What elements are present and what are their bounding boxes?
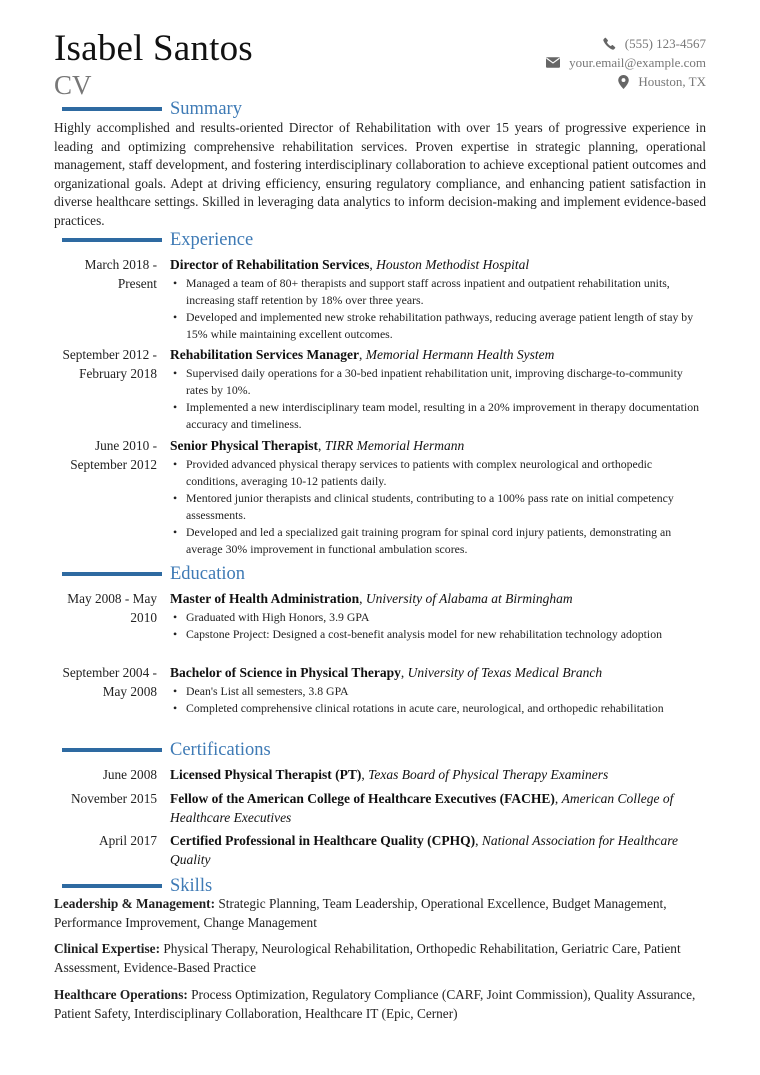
entry-heading: Rehabilitation Services Manager, Memorial Hermann Health System xyxy=(170,347,555,362)
location-text: Houston, TX xyxy=(638,73,706,89)
section-title-skills: Skills xyxy=(170,875,213,896)
bullet-item: • Capstone Project: Designed a cost-benefit analysis model for new rehabilitation technology adoption xyxy=(170,626,706,643)
contact-phone xyxy=(406,34,706,53)
skill-group xyxy=(54,895,706,932)
skill-text: Physical Therapy, Neurological Rehabilitation, Orthopedic Rehabilitation, Geriatric Care, Patient Assessment, Evidence-Based Practice xyxy=(54,941,681,975)
entry-date: March 2018 - Present xyxy=(84,257,157,291)
section-header-certifications xyxy=(62,739,271,761)
issuer: Texas Board of Physical Therapy Examiners xyxy=(368,767,609,782)
candidate-name: Isabel Santos xyxy=(54,28,253,69)
certification-title: Certified Professional in Healthcare Quality (CPHQ) xyxy=(170,833,476,848)
certification-title: Fellow of the American College of Healthcare Executives (FACHE) xyxy=(170,791,555,806)
envelope-icon xyxy=(546,57,560,68)
employer: TIRR Memorial Hermann xyxy=(324,438,465,453)
entry-heading: Licensed Physical Therapist (PT), Texas Board of Physical Therapy Examiners xyxy=(170,767,609,782)
entry-date: June 2008 xyxy=(102,767,157,782)
issuer: National Association for Healthcare Quality xyxy=(170,833,678,867)
issuer: American College of Healthcare Executives xyxy=(170,791,674,825)
skill-text: Strategic Planning, Team Leadership, Operational Excellence, Budget Management, Performance Improvement, Change Management xyxy=(54,896,667,930)
skill-label: Healthcare Operations: xyxy=(54,987,188,1002)
bullet-item: • Developed and led a specialized gait training program for spinal cord injury patients, demonstrating an average 30% improvement in functional ambulation scores. xyxy=(170,524,706,558)
summary-paragraph: Highly accomplished and results-oriented Director of Rehabilitation with over 15 years of progressive experience in leading and optimizing comprehensive rehabilitation services. Proven expertise in strategic planning, operational management, staff development, and fostering interdisciplinary collaboration to achieve exceptional patient outcomes and organizational goals. Adept at driving efficiency, ensuring regulatory compliance, and enhancing patient satisfaction in diverse healthcare settings. Skilled in leveraging data analytics to inform decision-making and implement evidence-based practices. xyxy=(54,120,706,228)
entry-date: April 2017 xyxy=(99,833,157,848)
entry-date: May 2008 - May 2010 xyxy=(67,591,157,625)
contact-email xyxy=(406,53,706,72)
entry-heading: Fellow of the American College of Healthcare Executives (FACHE), American College of Healthcare Executives xyxy=(170,791,674,825)
skill-label: Clinical Expertise: xyxy=(54,941,160,956)
section-bar xyxy=(62,572,162,576)
entry-date: September 2004 - May 2008 xyxy=(62,665,157,699)
bullet-item: • Managed a team of 80+ therapists and support staff across inpatient and outpatient rehabilitation units, increasing staff retention by 18% over three years. xyxy=(170,275,706,309)
skill-label: Leadership & Management: xyxy=(54,896,216,911)
bullet-list xyxy=(170,456,706,558)
job-title: Senior Physical Therapist xyxy=(170,438,319,453)
document-subtitle: CV xyxy=(54,70,92,100)
contact-location xyxy=(406,72,706,91)
section-header-experience xyxy=(62,229,253,251)
entry-heading: Senior Physical Therapist, TIRR Memorial Hermann xyxy=(170,438,465,453)
contact-block xyxy=(406,34,706,91)
entry-heading: Bachelor of Science in Physical Therapy, University of Texas Medical Branch xyxy=(170,665,603,680)
bullet-item: • Graduated with High Honors, 3.9 GPA xyxy=(170,609,706,626)
entry-heading: Master of Health Administration, University of Alabama at Birmingham xyxy=(170,591,573,606)
section-title-summary: Summary xyxy=(170,98,242,119)
section-bar xyxy=(62,238,162,242)
bullet-item: • Completed comprehensive clinical rotations in acute care, neurological, and orthopedic rehabilitation xyxy=(170,700,706,717)
bullet-list xyxy=(170,609,706,643)
section-bar xyxy=(62,107,162,111)
bullet-item: • Developed and implemented new stroke rehabilitation pathways, reducing average patient length of stay by 15% while maintaining excellent outcomes. xyxy=(170,309,706,343)
phone-text[interactable]: (555) 123-4567 xyxy=(624,35,706,51)
institution: University of Alabama at Birmingham xyxy=(365,591,573,606)
section-header-skills xyxy=(62,875,212,897)
degree: Bachelor of Science in Physical Therapy xyxy=(170,665,401,680)
phone-icon xyxy=(603,37,616,50)
institution: University of Texas Medical Branch xyxy=(407,665,603,680)
bullet-item: • Supervised daily operations for a 30-bed inpatient rehabilitation unit, improving discharge-to-community rates by 10%. xyxy=(170,365,706,399)
entry-date: June 2010 - September 2012 xyxy=(70,438,157,472)
section-title-experience: Experience xyxy=(170,229,254,250)
employer: Memorial Hermann Health System xyxy=(365,347,555,362)
map-marker-icon xyxy=(618,75,629,89)
skill-group xyxy=(54,986,706,1023)
section-bar xyxy=(62,884,162,888)
bullet-item: • Provided advanced physical therapy services to patients with complex neurological and orthopedic conditions, averaging 10-12 patients daily. xyxy=(170,456,706,490)
section-header-summary xyxy=(62,98,242,120)
skill-group xyxy=(54,940,706,977)
entry-date: November 2015 xyxy=(70,791,157,806)
certification-title: Licensed Physical Therapist (PT) xyxy=(170,767,362,782)
entry-heading: Certified Professional in Healthcare Quality (CPHQ), National Association for Healthcare Quality xyxy=(170,833,678,867)
bullet-list xyxy=(170,275,706,343)
job-title: Rehabilitation Services Manager xyxy=(170,347,359,362)
email-link[interactable]: your.email@example.com xyxy=(569,54,706,70)
employer: Houston Methodist Hospital xyxy=(376,257,530,272)
bullet-item: • Mentored junior therapists and clinical students, contributing to a 100% pass rate on initial competency assessments. xyxy=(170,490,706,524)
bullet-item: • Dean's List all semesters, 3.8 GPA xyxy=(170,683,706,700)
bullet-list xyxy=(170,683,706,717)
section-header-education xyxy=(62,563,245,585)
job-title: Director of Rehabilitation Services xyxy=(170,257,370,272)
section-bar xyxy=(62,748,162,752)
bullet-item: • Implemented a new interdisciplinary team model, resulting in a 20% improvement in therapy documentation accuracy and timeliness. xyxy=(170,399,706,433)
entry-date: September 2012 - February 2018 xyxy=(62,347,157,381)
section-title-certifications: Certifications xyxy=(170,739,271,760)
entry-heading: Director of Rehabilitation Services, Houston Methodist Hospital xyxy=(170,257,530,272)
degree: Master of Health Administration xyxy=(170,591,360,606)
skill-text: Process Optimization, Regulatory Compliance (CARF, Joint Commission), Quality Assurance, Patient Safety, Interdisciplinary Collaboration, Healthcare IT (Epic, Cerner) xyxy=(54,987,696,1021)
bullet-list xyxy=(170,365,706,433)
section-title-education: Education xyxy=(170,563,246,584)
